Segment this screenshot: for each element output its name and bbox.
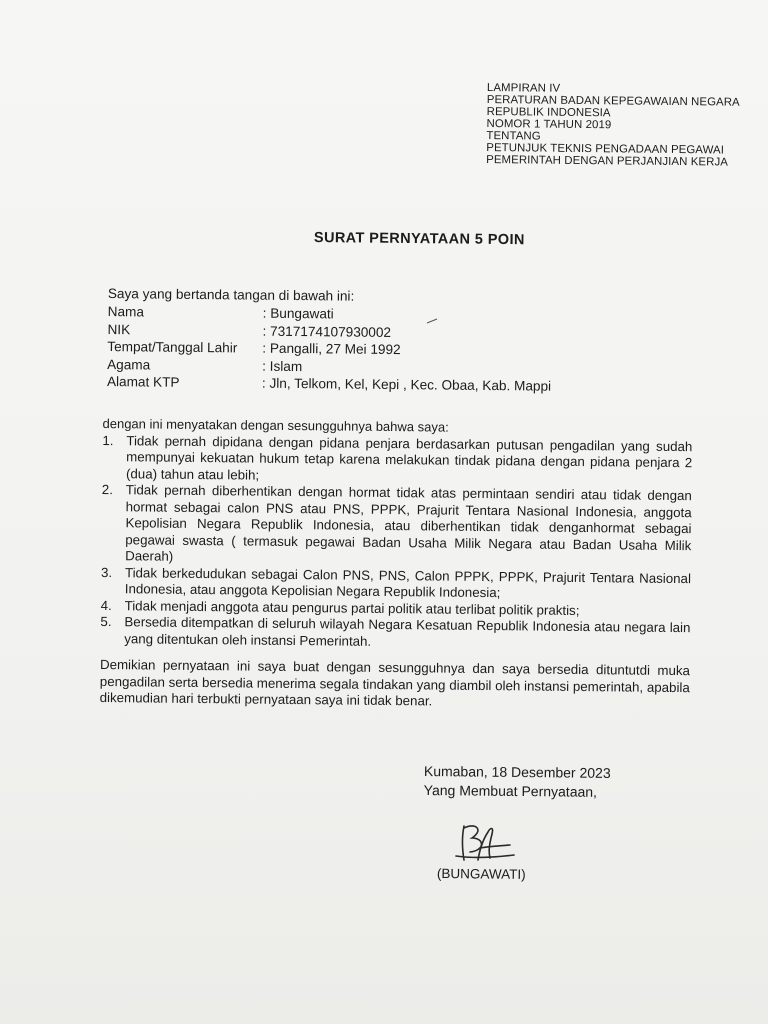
signer-role: Yang Membuat Pernyataan, xyxy=(423,781,598,800)
identity-label: Alamat KTP xyxy=(106,374,180,390)
intro-text: Saya yang bertanda tangan di bawah ini: xyxy=(107,286,355,304)
header-line: NOMOR 1 TAHUN 2019 xyxy=(486,117,612,132)
identity-value: : Bungawati xyxy=(262,305,334,322)
identity-label: Tempat/Tanggal Lahir xyxy=(107,339,238,356)
attachment-header xyxy=(486,82,757,169)
signer-name: (BUNGAWATI) xyxy=(436,866,526,882)
identity-label: Agama xyxy=(107,356,151,372)
statement-point xyxy=(101,482,692,571)
statement-intro: dengan ini menyatakan dengan sesungguhnya bahwa saya: xyxy=(102,415,449,435)
point-text: Tidak berkedudukan sebagai Calon PNS, PNS, Calon PPPK, PPPK, Prajurit Tentara Nasional Indonesia, atau anggota Kepolisian Negara Republik Indonesia; xyxy=(124,564,692,601)
point-text: Tidak menjadi anggota atau pengurus partai politik atau terlibat politik praktis; xyxy=(124,597,580,618)
handwritten-signature-icon xyxy=(450,818,520,868)
header-line: REPUBLIK INDONESIA xyxy=(486,105,611,120)
header-line: LAMPIRAN IV xyxy=(486,82,561,95)
point-number: 4. xyxy=(100,597,112,613)
header-line: PETUNJUK TEKNIS PENGADAAN PEGAWAI xyxy=(486,141,725,157)
point-number: 3. xyxy=(100,564,113,580)
header-line: PERATURAN BADAN KEPEGAWAIAN NEGARA xyxy=(486,93,740,109)
statement-point xyxy=(102,432,692,488)
header-line: PEMERINTAH DENGAN PERJANJIAN KERJA xyxy=(486,153,729,169)
identity-value: : 7317174107930002 xyxy=(262,323,392,340)
place-date: Kumaban, 18 Desember 2023 xyxy=(423,762,611,781)
document-title: SURAT PERNYATAAN 5 POIN xyxy=(313,230,525,249)
point-text: Bersedia ditempatkan di seluruh wilayah Negara Kesatuan Republik Indonesia atau negara lain yang ditentukan oleh instansi Pemerintah. xyxy=(124,614,691,649)
statement-point xyxy=(100,614,690,653)
point-number: 5. xyxy=(100,613,112,630)
closing-paragraph: Demikian pernyataan ini saya buat dengan sesungguhnya dan saya bersedia dituntutdi muka pengadilan serta bersedia menerima segala tindakan yang diambil oleh instansi pemerintah, apabila dikemudian hari terbukti pernyataan saya ini tidak benar. xyxy=(99,656,691,709)
header-line: TENTANG xyxy=(486,129,541,143)
identity-value: : Pangalli, 27 Mei 1992 xyxy=(262,340,401,358)
point-number: 2. xyxy=(101,481,114,498)
identity-table xyxy=(103,303,694,397)
document-body xyxy=(100,285,694,713)
statement-points-list xyxy=(100,432,692,653)
identity-value: : Jln, Telkom, Kel, Kepi , Kec. Obaa, Kab. Mappi xyxy=(261,375,552,394)
identity-label: NIK xyxy=(107,321,131,337)
identity-label: Nama xyxy=(107,304,145,320)
point-number: 1. xyxy=(102,432,114,448)
point-text: Tidak pernah dipidana dengan pidana penjara berdasarkan putusan pengadilan yang sudah mempunyai kekuatan hukum tetap karena melakukan tindak pidana dengan pidana penjara 2 (dua) tahun atau lebih; xyxy=(125,432,693,483)
point-text: Tidak pernah diberhentikan dengan hormat tidak atas permintaan sendiri atau tidak dengan hormat sebagai calon PNS atau PNS, PPPK, Prajurit Tentara Nasional Indonesia, anggota Kepolisian Negara Republik Indonesia, atau diberhentikan tidak denganhormat sebagai pegawai swasta ( termasuk pegawai Badan Usaha Milik Negara atau Badan Usaha Milik Daerah) xyxy=(125,482,692,564)
signature-block xyxy=(424,762,684,803)
identity-value: : Islam xyxy=(262,358,303,374)
